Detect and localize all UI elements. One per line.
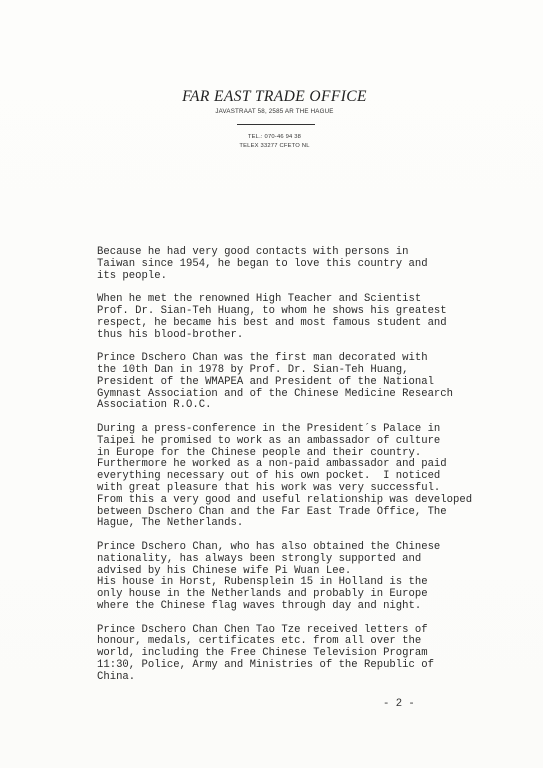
letter-body <box>97 247 527 695</box>
paragraph-teacher: When he met the renowned High Teacher and Scientist Prof. Dr. Sian-Teh Huang, to whom he shows his greatest respect, he became his best and most famous student and thus his blood-brother. <box>97 293 447 341</box>
telephone-number: TEL.: 070-46 94 38 <box>247 134 302 140</box>
page-number: - 2 - <box>383 698 415 710</box>
paragraph-nationality: Prince Dschero Chan, who has also obtained the Chinese nationality, has always been strongly supported and advised by his Chinese wife Pi Wuan Lee. His house in Horst, Rubensplein 15 in Holland is the only house in the Netherlands and probably in Europe where the Chinese flag waves through day and night. <box>97 540 441 612</box>
letterhead-divider <box>237 124 315 125</box>
letterhead <box>0 88 543 151</box>
paragraph-press-conference: During a press-conference in the President´s Palace in Taipei he promised to work as an ambassador of culture in Europe for the Chinese people and their country. Furthermore he worked as a non-paid ambassador and paid everything necessary out of his own pocket. I noticed with great pleasure that his work was very successful. From this a very good and useful relationship was developed between Dschero Chan and the Far East Trade Office, The Hague, The Netherlands. <box>97 422 473 530</box>
organization-address: JAVASTRAAT 58, 2585 AR THE HAGUE <box>215 108 334 115</box>
paragraph-honours: Prince Dschero Chan Chen Tao Tze received letters of honour, medals, certificates etc. from all over the world, including the Free Chinese Television Program 11:30, Police, Army and Ministries of the Republic of China. <box>97 623 434 683</box>
telex-number: TELEX 33277 CFETO NL <box>239 143 310 149</box>
paragraph-decoration: Prince Dschero Chan was the first man decorated with the 10th Dan in 1978 by Prof. Dr. Sian-Teh Huang, President of the WMAPEA and President of the National Gymnast Association and of the Chinese Medicine Research Association R.O.C. <box>97 352 454 412</box>
paragraph-contacts: Because he had very good contacts with persons in Taiwan since 1954, he began to love this country and its people. <box>97 246 428 282</box>
organization-name: FAR EAST TRADE OFFICE <box>182 88 367 105</box>
